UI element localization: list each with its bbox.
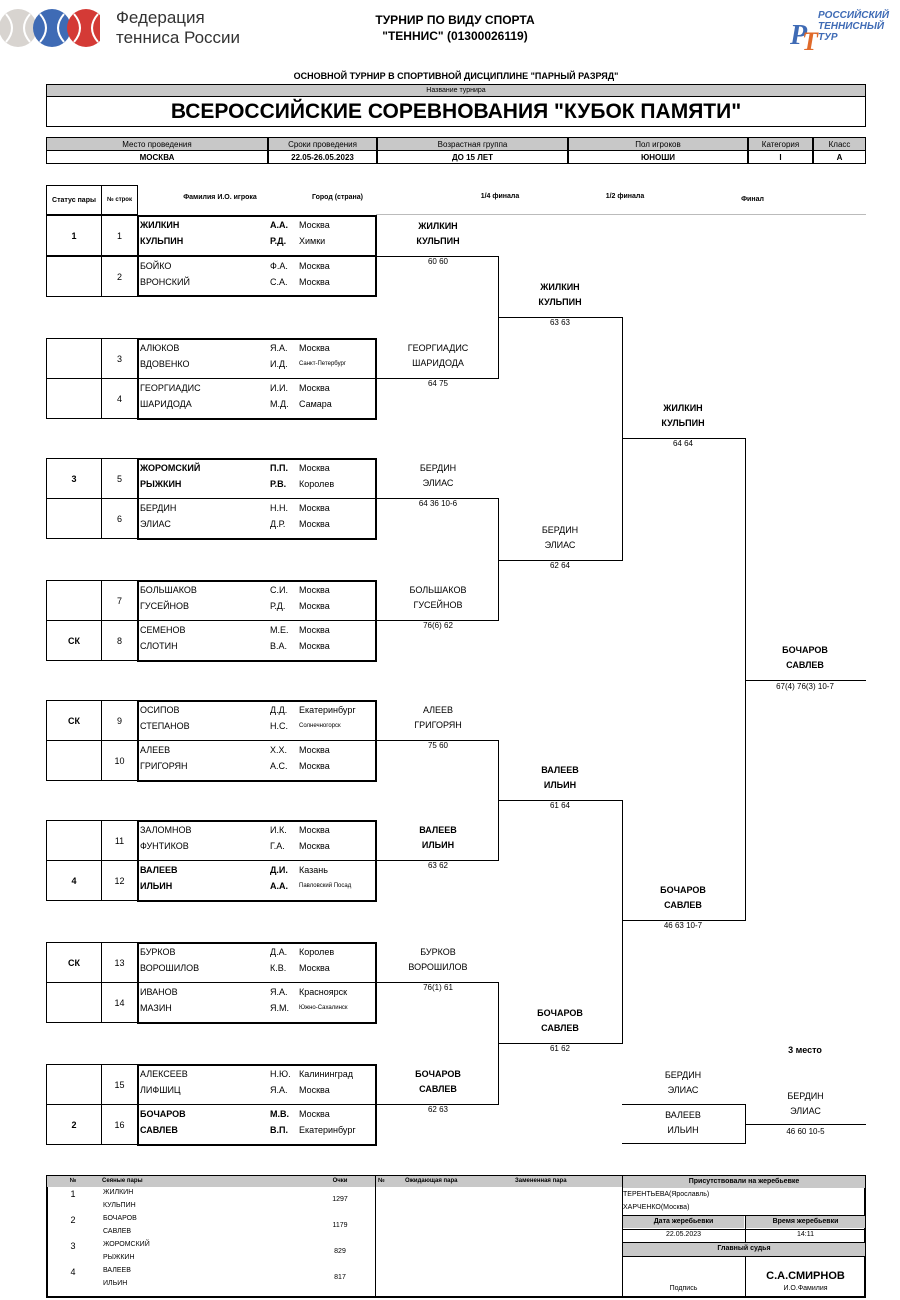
match-score: 63 63 xyxy=(549,318,571,327)
player-city: Москва xyxy=(299,601,330,611)
player-initials: С.А. xyxy=(270,277,288,287)
player-surname: СТЕПАНОВ xyxy=(140,721,190,731)
footer-header-seeded: Сеяные пары xyxy=(102,1178,143,1184)
name-caption: И.О.Фамилия xyxy=(783,1285,828,1292)
winner-name: САВЛЕВ xyxy=(786,660,824,670)
present-label: Присутствовали на жеребьевке xyxy=(623,1176,865,1188)
player-city: Москва xyxy=(299,625,330,635)
col-player: Фамилия И.О. игрока xyxy=(183,194,257,201)
info-value: ДО 15 ЛЕТ xyxy=(377,150,568,164)
player-city: Москва xyxy=(299,825,330,835)
winner-name: ЭЛИАС xyxy=(422,478,454,488)
rtt-logo-icon xyxy=(790,14,820,54)
player-surname: ГЕОРГИАДИС xyxy=(140,383,201,393)
player-city: Химки xyxy=(299,236,326,246)
present-person: ТЕРЕНТЬЕВА(Ярославль) xyxy=(623,1191,710,1198)
player-city: Красноярск xyxy=(299,987,348,997)
draw-time-label: Время жеребьевки xyxy=(746,1216,865,1228)
pair-status xyxy=(46,378,102,419)
pair-number: 11 xyxy=(101,820,138,861)
winner-name: БУРКОВ xyxy=(420,947,456,957)
winner-name: ВОРОШИЛОВ xyxy=(408,962,468,972)
player-initials: Я.А. xyxy=(270,987,288,997)
winner-name: БОЛЬШАКОВ xyxy=(409,585,467,595)
federation-name-line: Федерация xyxy=(116,8,205,27)
footer-header-points: Очки xyxy=(332,1178,348,1184)
info-header: Возрастная группа xyxy=(377,137,568,151)
player-city: Самара xyxy=(299,399,332,409)
player-initials: В.П. xyxy=(270,1125,288,1135)
footer-header-waiting: Ожидающая пара xyxy=(405,1178,458,1184)
draw-date-label: Дата жеребьевки xyxy=(623,1216,744,1228)
player-surname: ЖОРОМСКИЙ xyxy=(140,463,201,473)
pair-number: 4 xyxy=(101,378,138,419)
player-initials: Н.Ю. xyxy=(270,1069,291,1079)
player-surname: ФУНТИКОВ xyxy=(140,841,189,851)
present-person: ХАРЧЕНКО(Москва) xyxy=(623,1204,690,1211)
match-score: 46 63 10-7 xyxy=(663,921,703,930)
player-surname: РЫЖКИН xyxy=(140,479,182,489)
player-city: Солнечногорск xyxy=(299,723,341,729)
player-initials: Д.А. xyxy=(270,947,288,957)
player-city: Калининград xyxy=(299,1069,354,1079)
player-initials: Д.Р. xyxy=(270,519,286,529)
third-place-label: 3 место xyxy=(788,1045,822,1055)
player-surname: ГРИГОРЯН xyxy=(140,761,188,771)
winner-name: ЖИЛКИН xyxy=(540,282,580,292)
player-surname: САВЛЕВ xyxy=(140,1125,178,1135)
seed-number: 2 xyxy=(70,1215,76,1225)
player-surname: СЕМЕНОВ xyxy=(140,625,186,635)
pair-number: 5 xyxy=(101,458,138,499)
player-surname: ЭЛИАС xyxy=(140,519,171,529)
rtt-logo xyxy=(790,10,900,60)
col-row-number: № строк xyxy=(101,185,138,215)
player-initials: М.Е. xyxy=(270,625,289,635)
pair-status xyxy=(46,256,102,297)
page-title: ВСЕРОССИЙСКИЕ СОРЕВНОВАНИЯ "КУБОК ПАМЯТИ" xyxy=(46,96,866,127)
seed-name: РЫЖКИН xyxy=(103,1254,135,1261)
col-r1: 1/4 финала xyxy=(480,193,520,200)
player-city: Павловский Посад xyxy=(299,883,352,889)
third-place-pair: БЕРДИН xyxy=(664,1070,702,1080)
player-surname: СЛОТИН xyxy=(140,641,178,651)
match-score: 64 64 xyxy=(672,439,694,448)
seed-points: 817 xyxy=(334,1274,346,1281)
player-surname: ВОРОШИЛОВ xyxy=(140,963,200,973)
seed-name: КУЛЬПИН xyxy=(103,1202,136,1209)
pair-number: 10 xyxy=(101,740,138,781)
match-score: 64 75 xyxy=(427,379,449,388)
pair-status xyxy=(46,1064,102,1105)
player-initials: Д.И. xyxy=(270,865,288,875)
winner-name: ВАЛЕЕВ xyxy=(541,765,579,775)
player-initials: А.С. xyxy=(270,761,288,771)
match-score: 60 60 xyxy=(427,257,449,266)
player-surname: ШАРИДОДА xyxy=(140,399,192,409)
rtt-logo-text: ТЕННИСНЫЙ xyxy=(818,21,885,32)
federation-name-line: тенниса России xyxy=(116,28,241,47)
third-place-winner: ЭЛИАС xyxy=(790,1106,821,1116)
rtt-logo-text: РОССИЙСКИЙ xyxy=(818,10,890,21)
pair-number: 3 xyxy=(101,338,138,379)
player-surname: ОСИПОВ xyxy=(140,705,180,715)
footer-header-num2: № xyxy=(378,1178,385,1184)
pair-row xyxy=(46,1104,377,1145)
seed-name: ИЛЬИН xyxy=(103,1280,128,1287)
pair-number: 1 xyxy=(101,215,138,256)
tennis-balls-logo-icon xyxy=(0,6,100,50)
pair-status xyxy=(46,338,102,379)
player-surname: ИЛЬИН xyxy=(140,881,173,891)
player-city: Москва xyxy=(299,261,330,271)
winner-name: КУЛЬПИН xyxy=(416,236,460,246)
player-surname: БОЙКО xyxy=(140,261,172,271)
pair-status xyxy=(46,982,102,1023)
player-surname: ЛИФШИЦ xyxy=(140,1085,181,1095)
player-surname: АЛЮКОВ xyxy=(140,343,180,353)
player-surname: КУЛЬПИН xyxy=(140,236,184,246)
player-initials: П.П. xyxy=(270,463,288,473)
player-city: Москва xyxy=(299,1109,330,1119)
winner-name: БЕРДИН xyxy=(541,525,579,535)
player-surname: БОЛЬШАКОВ xyxy=(140,585,197,595)
winner-name: ИЛЬИН xyxy=(421,840,455,850)
seed-name: ЖОРОМСКИЙ xyxy=(103,1241,150,1248)
player-initials: М.В. xyxy=(270,1109,289,1119)
player-initials: А.А. xyxy=(270,220,288,230)
pair-row xyxy=(46,620,377,661)
match-score: 67(4) 76(3) 10-7 xyxy=(776,682,834,691)
match-score: 64 36 10-6 xyxy=(418,499,458,508)
info-value: А xyxy=(813,150,866,164)
player-initials: Р.Д. xyxy=(270,236,287,246)
player-city: Москва xyxy=(299,277,330,287)
winner-name: ГУСЕЙНОВ xyxy=(413,600,463,610)
player-initials: Я.А. xyxy=(270,1085,288,1095)
third-place-winner: БЕРДИН xyxy=(787,1091,824,1101)
player-surname: ИВАНОВ xyxy=(140,987,178,997)
pair-number: 7 xyxy=(101,580,138,621)
svg-text:Р: Р xyxy=(790,20,808,51)
winner-name: ЭЛИАС xyxy=(544,540,576,550)
pair-status: СК xyxy=(46,700,102,741)
winner-name: БЕРДИН xyxy=(419,463,457,473)
draw-date: 22.05.2023 xyxy=(665,1231,702,1238)
player-surname: БУРКОВ xyxy=(140,947,176,957)
player-city: Москва xyxy=(299,963,330,973)
pair-row xyxy=(46,378,377,419)
winner-name: БОЧАРОВ xyxy=(660,885,706,895)
player-city: Москва xyxy=(299,383,330,393)
player-initials: Я.А. xyxy=(270,343,288,353)
player-initials: Ф.А. xyxy=(270,261,288,271)
player-surname: МАЗИН xyxy=(140,1003,172,1013)
player-surname: БЕРДИН xyxy=(140,503,177,513)
info-value: ЮНОШИ xyxy=(568,150,748,164)
pair-status: СК xyxy=(46,620,102,661)
seed-points: 1179 xyxy=(332,1222,348,1229)
player-initials: Д.Д. xyxy=(270,705,288,715)
winner-name: АЛЕЕВ xyxy=(422,705,454,715)
info-value: I xyxy=(748,150,813,164)
player-initials: Р.Д. xyxy=(270,601,286,611)
footer-header-replaced: Замененная пара xyxy=(515,1178,567,1184)
player-city: Екатеринбург xyxy=(299,1125,356,1135)
player-city: Екатеринбург xyxy=(299,705,356,715)
winner-name: ИЛЬИН xyxy=(543,780,577,790)
winner-name: БОЧАРОВ xyxy=(782,645,828,655)
player-initials: Р.В. xyxy=(270,479,287,489)
pair-status xyxy=(46,740,102,781)
pair-number: 16 xyxy=(101,1104,138,1145)
player-initials: И.Д. xyxy=(270,359,288,369)
signature-label: Подпись xyxy=(669,1285,698,1292)
winner-name: САВЛЕВ xyxy=(419,1084,457,1094)
winner-name: ВАЛЕЕВ xyxy=(419,825,457,835)
federation-logo xyxy=(0,6,260,50)
player-initials: А.А. xyxy=(270,881,288,891)
winner-name: ГРИГОРЯН xyxy=(414,720,462,730)
winner-name: ЖИЛКИН xyxy=(663,403,703,413)
seed-number: 3 xyxy=(70,1241,76,1251)
match-score: 75 60 xyxy=(427,741,449,750)
player-surname: ВДОВЕНКО xyxy=(140,359,190,369)
player-city: Москва xyxy=(299,1085,330,1095)
player-city: Москва xyxy=(299,220,330,230)
pair-status xyxy=(46,820,102,861)
player-surname: ВРОНСКИЙ xyxy=(140,277,190,287)
footer-header-num: № xyxy=(69,1178,77,1184)
player-initials: И.И. xyxy=(270,383,288,393)
player-city: Москва xyxy=(299,745,330,755)
pair-status: 3 xyxy=(46,458,102,499)
winner-name: КУЛЬПИН xyxy=(538,297,582,307)
info-header: Сроки проведения xyxy=(268,137,377,151)
info-header: Класс xyxy=(813,137,866,151)
info-value: 22.05-26.05.2023 xyxy=(268,150,377,164)
seed-number: 4 xyxy=(70,1267,76,1277)
player-surname: АЛЕКСЕЕВ xyxy=(140,1069,188,1079)
pair-number: 9 xyxy=(101,700,138,741)
player-city: Южно-Сахалинск xyxy=(299,1005,348,1011)
player-surname: ВАЛЕЕВ xyxy=(140,865,178,875)
match-score: 61 64 xyxy=(549,801,571,810)
seed-name: ВАЛЕЕВ xyxy=(103,1267,131,1274)
third-place-score: 46 60 10-5 xyxy=(786,1127,825,1136)
player-surname: БОЧАРОВ xyxy=(140,1109,186,1119)
player-city: Москва xyxy=(299,841,330,851)
seed-name: ЖИЛКИН xyxy=(103,1189,134,1196)
tournament-code: "ТЕННИС" (01300026119) xyxy=(382,29,528,43)
third-place-pair: ВАЛЕЕВ xyxy=(665,1110,701,1120)
player-city: Москва xyxy=(299,641,330,651)
pair-row xyxy=(46,740,377,781)
col-r2: 1/2 финала xyxy=(605,193,645,200)
player-city: Королев xyxy=(299,479,335,489)
winner-name: БОЧАРОВ xyxy=(537,1008,583,1018)
player-initials: Г.А. xyxy=(270,841,285,851)
pair-status: 4 xyxy=(46,860,102,901)
player-city: Москва xyxy=(299,585,330,595)
info-header: Пол игроков xyxy=(568,137,748,151)
player-initials: Н.С. xyxy=(270,721,288,731)
discipline-subtitle: ОСНОВНОЙ ТУРНИР В СПОРТИВНОЙ ДИСЦИПЛИНЕ "ПАРНЫЙ РАЗРЯД" xyxy=(293,71,619,81)
winner-name: ЖИЛКИН xyxy=(418,221,458,231)
pair-row xyxy=(46,982,377,1023)
pair-number: 2 xyxy=(101,256,138,297)
seed-name: БОЧАРОВ xyxy=(103,1215,137,1222)
player-city: Москва xyxy=(299,463,330,473)
winner-name: САВЛЕВ xyxy=(664,900,702,910)
player-initials: В.А. xyxy=(270,641,288,651)
referee-label: Главный судья xyxy=(623,1243,865,1256)
player-initials: М.Д. xyxy=(270,399,289,409)
seed-number: 1 xyxy=(70,1189,76,1199)
pair-status xyxy=(46,580,102,621)
third-place-pair: ИЛЬИН xyxy=(667,1125,699,1135)
draw-time: 14:11 xyxy=(797,1231,814,1238)
winner-name: САВЛЕВ xyxy=(541,1023,579,1033)
seed-name: САВЛЕВ xyxy=(103,1228,132,1235)
rtt-logo-text: ТУР xyxy=(818,32,838,43)
col-status: Статус пары xyxy=(46,185,102,215)
pair-number: 15 xyxy=(101,1064,138,1105)
col-city: Город (страна) xyxy=(311,194,364,201)
player-initials: Я.М. xyxy=(270,1003,289,1013)
pair-status: СК xyxy=(46,942,102,983)
match-score: 61 62 xyxy=(549,1044,571,1053)
winner-name: ШАРИДОДА xyxy=(412,358,464,368)
third-place-pair: ЭЛИАС xyxy=(667,1085,699,1095)
player-city: Москва xyxy=(299,761,330,771)
pair-number: 13 xyxy=(101,942,138,983)
pair-status xyxy=(46,498,102,539)
pair-number: 12 xyxy=(101,860,138,901)
player-city: Казань xyxy=(299,865,328,875)
seed-points: 829 xyxy=(334,1248,346,1255)
pair-status: 2 xyxy=(46,1104,102,1145)
pair-row xyxy=(46,498,377,539)
match-score: 62 63 xyxy=(427,1105,449,1114)
pair-number: 8 xyxy=(101,620,138,661)
svg-text:Т: Т xyxy=(802,27,818,54)
info-header: Место проведения xyxy=(46,137,268,151)
player-surname: ЗАЛОМНОВ xyxy=(140,825,192,835)
player-surname: АЛЕЕВ xyxy=(140,745,171,755)
player-city: Москва xyxy=(299,503,330,513)
player-surname: ЖИЛКИН xyxy=(140,220,180,230)
match-score: 76(1) 61 xyxy=(423,983,453,992)
player-initials: С.И. xyxy=(270,585,288,595)
player-initials: Х.Х. xyxy=(270,745,288,755)
pair-number: 14 xyxy=(101,982,138,1023)
seed-points: 1297 xyxy=(332,1196,348,1203)
player-city: Королев xyxy=(299,947,335,957)
pair-number: 6 xyxy=(101,498,138,539)
tournament-sport: ТУРНИР ПО ВИДУ СПОРТА xyxy=(375,13,535,27)
referee-name: С.А.СМИРНОВ xyxy=(766,1270,845,1282)
pair-status: 1 xyxy=(46,215,102,256)
player-initials: К.В. xyxy=(270,963,287,973)
player-initials: И.К. xyxy=(270,825,287,835)
match-score: 76(6) 62 xyxy=(423,621,453,630)
player-surname: ГУСЕЙНОВ xyxy=(140,601,190,611)
info-header: Категория xyxy=(748,137,813,151)
match-score: 63 62 xyxy=(427,861,449,870)
pair-row xyxy=(46,860,377,901)
match-score: 62 64 xyxy=(549,561,571,570)
player-city: Санкт-Петербург xyxy=(299,361,347,367)
player-initials: Н.Н. xyxy=(270,503,288,513)
player-city: Москва xyxy=(299,519,330,529)
winner-name: ГЕОРГИАДИС xyxy=(407,343,469,353)
info-value: МОСКВА xyxy=(46,150,268,164)
col-final: Финал xyxy=(741,196,764,203)
winner-name: БОЧАРОВ xyxy=(415,1069,461,1079)
player-city: Москва xyxy=(299,343,330,353)
tournament-name-label: Название турнира xyxy=(46,84,866,97)
pair-row xyxy=(46,256,377,297)
winner-name: КУЛЬПИН xyxy=(661,418,705,428)
